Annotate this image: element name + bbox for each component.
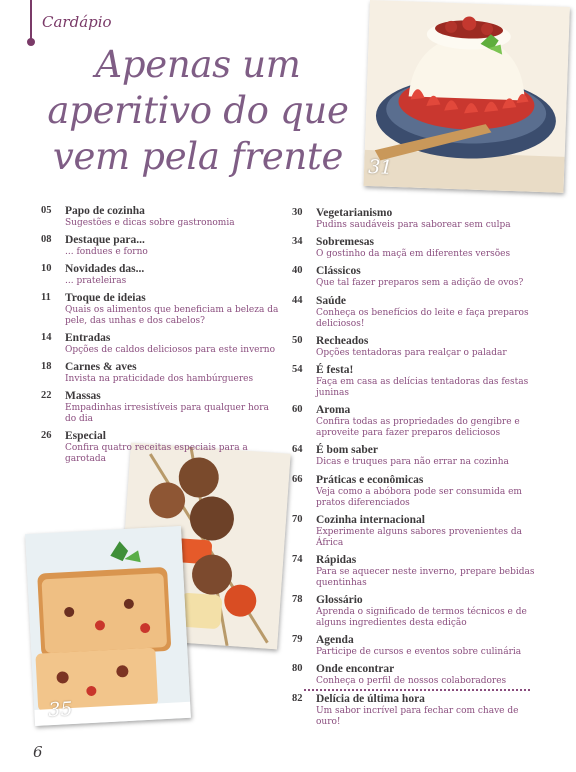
toc-page-number: 82 <box>292 692 303 704</box>
dotted-divider <box>304 689 530 691</box>
toc-description: Sugestões e dicas sobre gastronomia <box>65 218 235 228</box>
toc-title: Saúde <box>316 294 347 307</box>
toc-description: Empadinhas irresistíveis para qualquer hora do dia <box>65 403 269 424</box>
toc-entry[interactable] <box>292 404 542 439</box>
toc-entry[interactable] <box>292 474 542 509</box>
toc-title: É festa! <box>316 363 354 376</box>
toc-page-number: 44 <box>292 294 303 306</box>
toc-description: Quais os alimentos que beneficiam a beleza da pele, das unhas e dos cabelos? <box>65 305 279 326</box>
toc-title: Entradas <box>65 332 111 344</box>
toc-title: Aroma <box>316 404 351 417</box>
page-title <box>28 42 368 180</box>
title-line: aperitivo do que <box>47 89 349 132</box>
page-number: 6 <box>33 743 43 761</box>
toc-left-column <box>41 205 281 470</box>
toc-title: Sobremesas <box>316 236 374 249</box>
toc-entry[interactable] <box>292 444 542 468</box>
toc-page-number: 60 <box>292 404 303 416</box>
pudding-illustration <box>364 0 570 193</box>
toc-title: Rápidas <box>316 553 357 566</box>
toc-entry[interactable] <box>41 430 281 465</box>
toc-description: Pudins saudáveis para saborear sem culpa <box>316 220 511 230</box>
section-label: Cardápio <box>42 13 112 31</box>
toc-page-number: 30 <box>292 207 303 218</box>
toc-title: Especial <box>65 430 106 442</box>
toc-page-number: 05 <box>41 205 52 216</box>
toc-page-number: 40 <box>292 265 303 277</box>
cake-illustration <box>25 526 191 726</box>
toc-description: Conheça o perfil de nossos colaboradores <box>316 676 507 687</box>
toc-title: Glossário <box>316 594 363 607</box>
toc-entry[interactable] <box>292 335 542 359</box>
toc-entry[interactable] <box>292 207 542 231</box>
toc-page-number: 14 <box>41 332 52 343</box>
photo-page-ref: 31 <box>367 156 393 179</box>
title-line: Apenas um <box>95 43 301 86</box>
toc-description: Experimente alguns sabores provenientes da África <box>316 526 522 548</box>
toc-page-number: 26 <box>41 430 52 441</box>
title-line: vem pela frente <box>52 135 344 178</box>
toc-title: Práticas e econômicas <box>316 473 424 486</box>
toc-entry[interactable] <box>292 594 542 629</box>
toc-title: Recheados <box>316 334 369 347</box>
toc-title: Clássicos <box>316 265 361 278</box>
toc-description: Veja como a abóbora pode ser consumida em pratos diferenciados <box>316 486 522 508</box>
toc-title: Novidades das... <box>65 263 145 275</box>
toc-page-number: 11 <box>41 292 51 303</box>
toc-entry[interactable] <box>292 265 542 289</box>
toc-description: Dicas e truques para não errar na cozinha <box>316 457 509 468</box>
toc-right-column <box>292 207 542 733</box>
toc-description: Opções tentadoras para realçar o paladar <box>316 347 507 358</box>
toc-title: Destaque para... <box>65 234 145 246</box>
toc-description: Que tal fazer preparos sem a adição de ovos? <box>316 278 524 289</box>
toc-title: Papo de cozinha <box>65 205 145 217</box>
toc-description: Opções de caldos deliciosos para este inverno <box>65 345 276 355</box>
photo-page-ref: 35 <box>47 697 74 722</box>
toc-page-number: 78 <box>292 594 303 606</box>
toc-title: É bom saber <box>316 444 378 457</box>
header-rule <box>30 0 32 40</box>
toc-title: Cozinha internacional <box>316 513 425 526</box>
toc-page-number: 22 <box>41 390 52 401</box>
toc-page-number: 70 <box>292 513 303 525</box>
toc-page-number: 34 <box>292 236 303 248</box>
toc-entry[interactable] <box>41 205 281 229</box>
toc-page-number: 80 <box>292 663 303 675</box>
toc-page-number: 54 <box>292 363 303 375</box>
toc-title: Troque de ideias <box>65 292 146 304</box>
toc-entry[interactable] <box>41 234 281 258</box>
pudding-photo <box>364 0 570 193</box>
toc-page-number: 08 <box>41 234 52 245</box>
toc-entry[interactable] <box>292 236 542 260</box>
toc-entry[interactable] <box>292 693 542 728</box>
toc-description: O gostinho da maçã em diferentes versões <box>316 249 511 260</box>
toc-description: Conheça os benefícios do leite e faça preparos deliciosos! <box>316 307 529 329</box>
toc-entry[interactable] <box>41 390 281 425</box>
toc-description: ... prateleiras <box>65 276 127 286</box>
toc-entry[interactable] <box>41 361 281 385</box>
toc-title: Massas <box>65 390 101 402</box>
toc-description: Confira quatro receitas especiais para a garotada <box>65 443 248 464</box>
cake-photo <box>25 526 191 726</box>
toc-description: Faça em casa as delícias tentadoras das festas juninas <box>316 376 529 398</box>
toc-description: Invista na praticidade dos hambúrgueres <box>65 374 254 384</box>
toc-description: Para se aquecer neste inverno, prepare bebidas quentinhas <box>316 566 535 588</box>
toc-entry[interactable] <box>292 634 542 658</box>
toc-entry[interactable] <box>41 263 281 287</box>
toc-page-number: 50 <box>292 334 303 346</box>
toc-page-number: 18 <box>41 361 52 372</box>
toc-title: Delícia de última hora <box>316 692 425 705</box>
toc-title: Onde encontrar <box>316 663 395 676</box>
toc-page-number: 10 <box>41 263 52 274</box>
toc-description: Participe de cursos e eventos sobre culinária <box>316 647 522 658</box>
toc-entry[interactable] <box>292 663 542 687</box>
toc-entry[interactable] <box>292 364 542 399</box>
toc-title: Agenda <box>316 634 354 647</box>
toc-description: Confira todas as propriedades do gengibre e aproveite para fazer preparos deliciosos <box>316 417 520 439</box>
toc-page-number: 74 <box>292 553 303 565</box>
toc-page-number: 64 <box>292 444 303 456</box>
toc-entry[interactable] <box>292 514 542 549</box>
toc-page-number: 66 <box>292 473 303 485</box>
toc-entry[interactable] <box>292 295 542 330</box>
toc-entry[interactable] <box>41 332 281 356</box>
toc-description: Um sabor incrível para fechar com chave de ouro! <box>316 705 519 727</box>
toc-page-number: 79 <box>292 634 303 646</box>
toc-description: ... fondues e forno <box>65 247 148 257</box>
toc-entry[interactable] <box>41 292 281 327</box>
toc-title: Vegetarianismo <box>316 207 393 219</box>
toc-description: Aprenda o significado de termos técnicos e de alguns ingredientes desta edição <box>316 607 527 629</box>
toc-title: Carnes & aves <box>65 361 137 373</box>
toc-entry[interactable] <box>292 554 542 589</box>
